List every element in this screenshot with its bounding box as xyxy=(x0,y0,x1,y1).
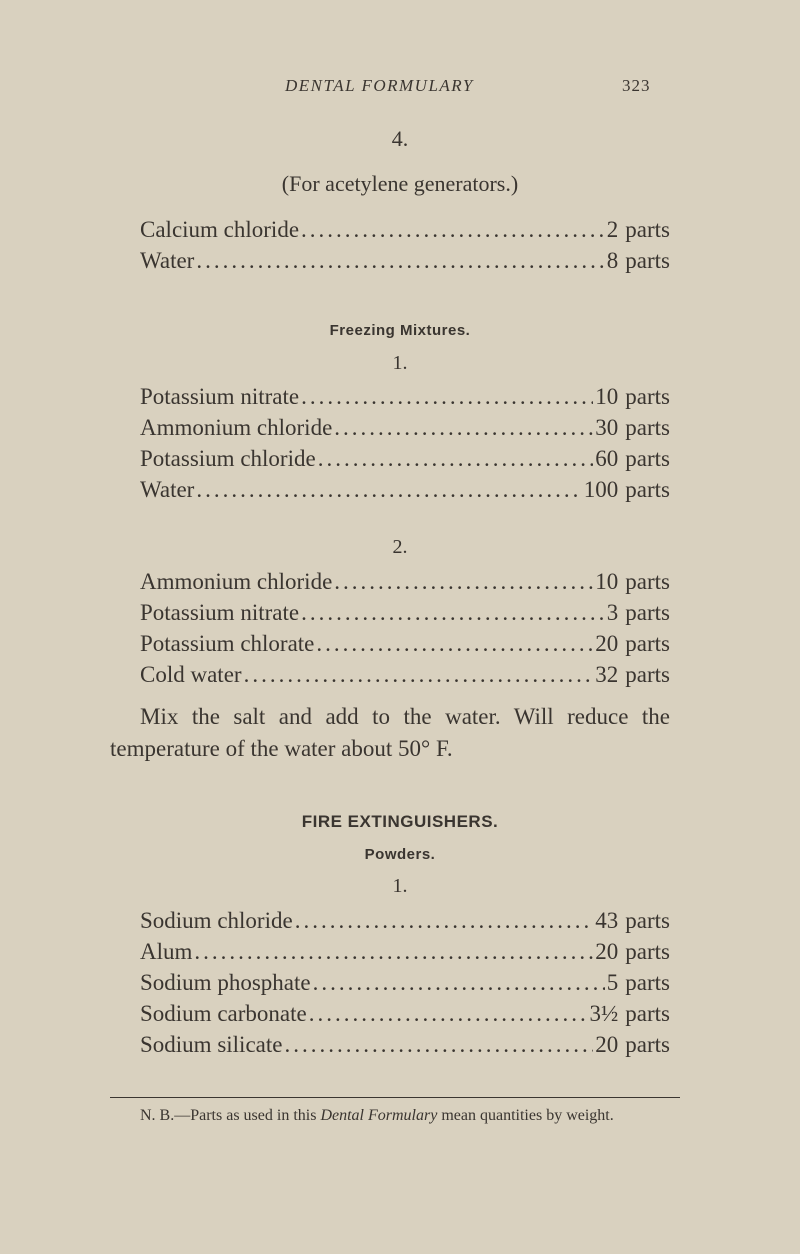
ingredient-unit: parts xyxy=(625,631,670,656)
ingredient-row xyxy=(140,939,670,969)
ingredient-row xyxy=(140,1032,670,1062)
ingredient-quantity: 10 xyxy=(595,569,619,594)
leader-dots xyxy=(301,384,593,410)
leader-dots xyxy=(295,908,594,934)
leader-dots xyxy=(316,631,593,657)
leader-dots xyxy=(309,1001,588,1027)
ingredient-row xyxy=(140,217,670,247)
leader-dots xyxy=(196,248,604,274)
ingredient-row xyxy=(140,569,670,599)
ingredient-quantity: 20 xyxy=(595,939,619,964)
ingredient-quantity: 20 xyxy=(595,1032,619,1057)
ingredient-unit: parts xyxy=(625,908,670,933)
ingredient-name: Alum xyxy=(140,939,193,964)
subsection-heading-powders: Powders. xyxy=(364,846,436,863)
ingredient-row xyxy=(140,477,670,507)
ingredient-name: Ammonium chloride xyxy=(140,415,333,440)
ingredient-unit: parts xyxy=(625,569,670,594)
leader-dots xyxy=(196,477,581,503)
ingredient-quantity: 3½ xyxy=(589,1001,619,1026)
ingredient-name: Ammonium chloride xyxy=(140,569,333,594)
leader-dots xyxy=(244,662,594,688)
ingredient-quantity: 43 xyxy=(595,908,619,933)
ingredient-name: Potassium nitrate xyxy=(140,600,300,625)
ingredient-unit: parts xyxy=(625,662,670,687)
formula-subtitle: (For acetylene generators.) xyxy=(281,171,519,196)
ingredient-quantity: 100 xyxy=(583,477,619,502)
ingredient-name: Sodium chloride xyxy=(140,908,293,933)
leader-dots xyxy=(194,939,593,965)
ingredient-name: Potassium chloride xyxy=(140,446,316,471)
ingredient-row xyxy=(140,248,670,278)
leader-dots xyxy=(334,415,593,441)
leader-dots xyxy=(301,600,605,626)
mixture-number: 1. xyxy=(392,875,408,897)
ingredient-unit: parts xyxy=(625,217,670,242)
ingredient-quantity: 3 xyxy=(606,600,619,625)
ingredient-unit: parts xyxy=(625,600,670,625)
page-number: 323 xyxy=(622,76,651,95)
ingredient-name: Potassium nitrate xyxy=(140,384,300,409)
ingredient-quantity: 10 xyxy=(595,384,619,409)
ingredient-row xyxy=(140,662,670,692)
leader-dots xyxy=(313,970,605,996)
mixture-number: 1. xyxy=(392,352,408,374)
ingredient-row xyxy=(140,970,670,1000)
section-heading-fire: FIRE EXTINGUISHERS. xyxy=(301,812,499,831)
leader-dots xyxy=(318,446,594,472)
ingredient-name: Cold water xyxy=(140,662,242,687)
ingredient-unit: parts xyxy=(625,384,670,409)
ingredient-quantity: 30 xyxy=(595,415,619,440)
leader-dots xyxy=(284,1032,593,1058)
ingredient-name: Potassium chlorate xyxy=(140,631,315,656)
leader-dots xyxy=(301,217,605,243)
ingredient-name: Calcium chloride xyxy=(140,217,300,242)
ingredient-unit: parts xyxy=(625,1032,670,1057)
leader-dots xyxy=(334,569,593,595)
ingredient-unit: parts xyxy=(625,248,670,273)
ingredient-name: Water xyxy=(140,248,195,273)
ingredient-row xyxy=(140,446,670,476)
ingredient-quantity: 60 xyxy=(595,446,619,471)
ingredient-quantity: 32 xyxy=(595,662,619,687)
mixture-note: Mix the salt and add to the water. Will reduce the temperature of the water about 50° F. xyxy=(110,704,670,761)
ingredient-name: Sodium silicate xyxy=(140,1032,283,1057)
ingredient-row xyxy=(140,415,670,445)
footnote-lead: N. B.—Parts as used in this xyxy=(140,1107,321,1124)
footnote xyxy=(110,1106,680,1126)
section-heading-freezing: Freezing Mixtures. xyxy=(329,322,471,339)
ingredient-name: Sodium phosphate xyxy=(140,970,311,995)
footnote-rule xyxy=(110,1097,680,1098)
ingredient-unit: parts xyxy=(625,446,670,471)
ingredient-quantity: 20 xyxy=(595,631,619,656)
footnote-book-title: Dental Formulary xyxy=(320,1107,438,1124)
ingredient-name: Water xyxy=(140,477,195,502)
ingredient-unit: parts xyxy=(625,939,670,964)
ingredient-quantity: 2 xyxy=(606,217,619,242)
ingredient-row xyxy=(140,1001,670,1031)
footnote-tail: mean quantities by weight. xyxy=(437,1107,614,1124)
ingredient-name: Sodium carbonate xyxy=(140,1001,307,1026)
running-head xyxy=(0,76,800,106)
ingredient-unit: parts xyxy=(625,1001,670,1026)
ingredient-unit: parts xyxy=(625,970,670,995)
ingredient-unit: parts xyxy=(625,477,670,502)
ingredient-quantity: 8 xyxy=(606,248,619,273)
ingredient-row xyxy=(140,908,670,938)
formula-number: 4. xyxy=(391,126,409,151)
mixture-number: 2. xyxy=(392,536,408,558)
running-title: DENTAL FORMULARY xyxy=(285,76,474,95)
ingredient-row xyxy=(140,384,670,414)
ingredient-unit: parts xyxy=(625,415,670,440)
ingredient-quantity: 5 xyxy=(606,970,619,995)
ingredient-row xyxy=(140,631,670,661)
ingredient-row xyxy=(140,600,670,630)
